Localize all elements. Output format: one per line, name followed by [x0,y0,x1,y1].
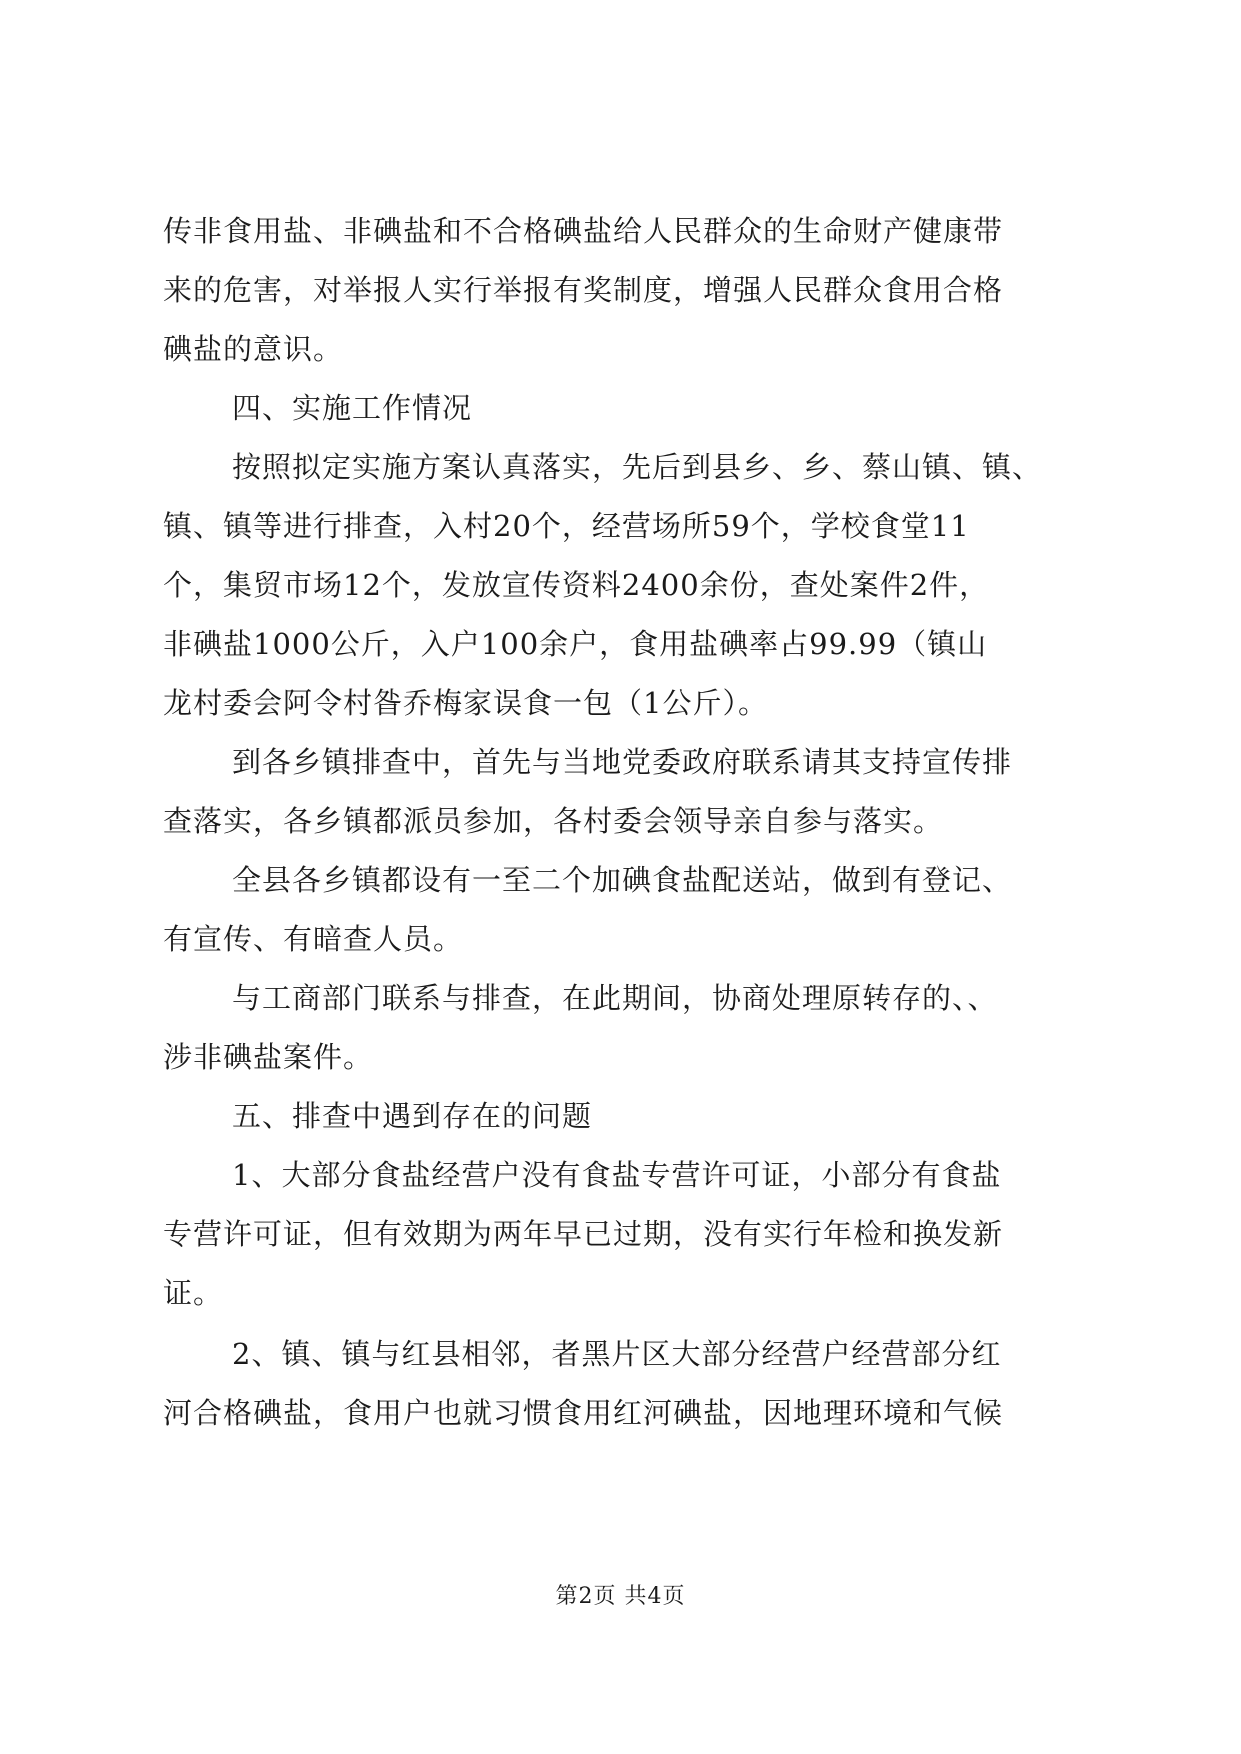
body-line: 涉非碘盐案件。 [163,1040,374,1074]
body-line: 碘盐的意识。 [163,332,344,366]
body-line: 到各乡镇排查中，首先与当地党委政府联系请其支持宣传排 [232,745,1013,779]
body-line: 河合格碘盐，食用户也就习惯食用红河碘盐，因地理环境和气候 [163,1396,1004,1430]
body-line: 传非食用盐、非碘盐和不合格碘盐给人民群众的生命财产健康带 [163,214,1004,248]
body-line: 非碘盐1000公斤，入户100余户，食用盐碘率占99.99（镇山 [163,627,988,661]
body-line: 专营许可证，但有效期为两年早已过期，没有实行年检和换发新 [163,1217,1004,1251]
body-line: 来的危害，对举报人实行举报有奖制度，增强人民群众食用合格 [163,273,1004,307]
section-heading: 四、实施工作情况 [232,391,473,425]
body-line: 按照拟定实施方案认真落实，先后到县乡、乡、蔡山镇、镇、 [232,450,1043,484]
body-line: 个，集贸市场12个，发放宣传资料2400余份，查处案件2件， [163,568,990,602]
body-line: 全县各乡镇都设有一至二个加碘食盐配送站，做到有登记、 [232,863,1013,897]
section-heading: 五、排查中遇到存在的问题 [232,1099,593,1133]
body-line: 龙村委会阿令村昝乔梅家误食一包（1公斤）。 [163,686,768,720]
body-line: 查落实，各乡镇都派员参加，各村委会领导亲自参与落实。 [163,804,944,838]
page-footer: 第2页 共4页 [555,1584,686,1609]
body-line: 镇、镇等进行排查，入村20个，经营场所59个，学校食堂11 [163,509,970,543]
body-line: 1、大部分食盐经营户没有食盐专营许可证，小部分有食盐 [232,1158,1002,1192]
body-line: 与工商部门联系与排查，在此期间，协商处理原转存的、、 [232,981,998,1015]
body-line: 有宣传、有暗查人员。 [163,922,464,956]
body-line: 证。 [163,1276,224,1310]
body-line: 2、镇、镇与红县相邻，者黑片区大部分经营户经营部分红 [232,1337,1002,1371]
